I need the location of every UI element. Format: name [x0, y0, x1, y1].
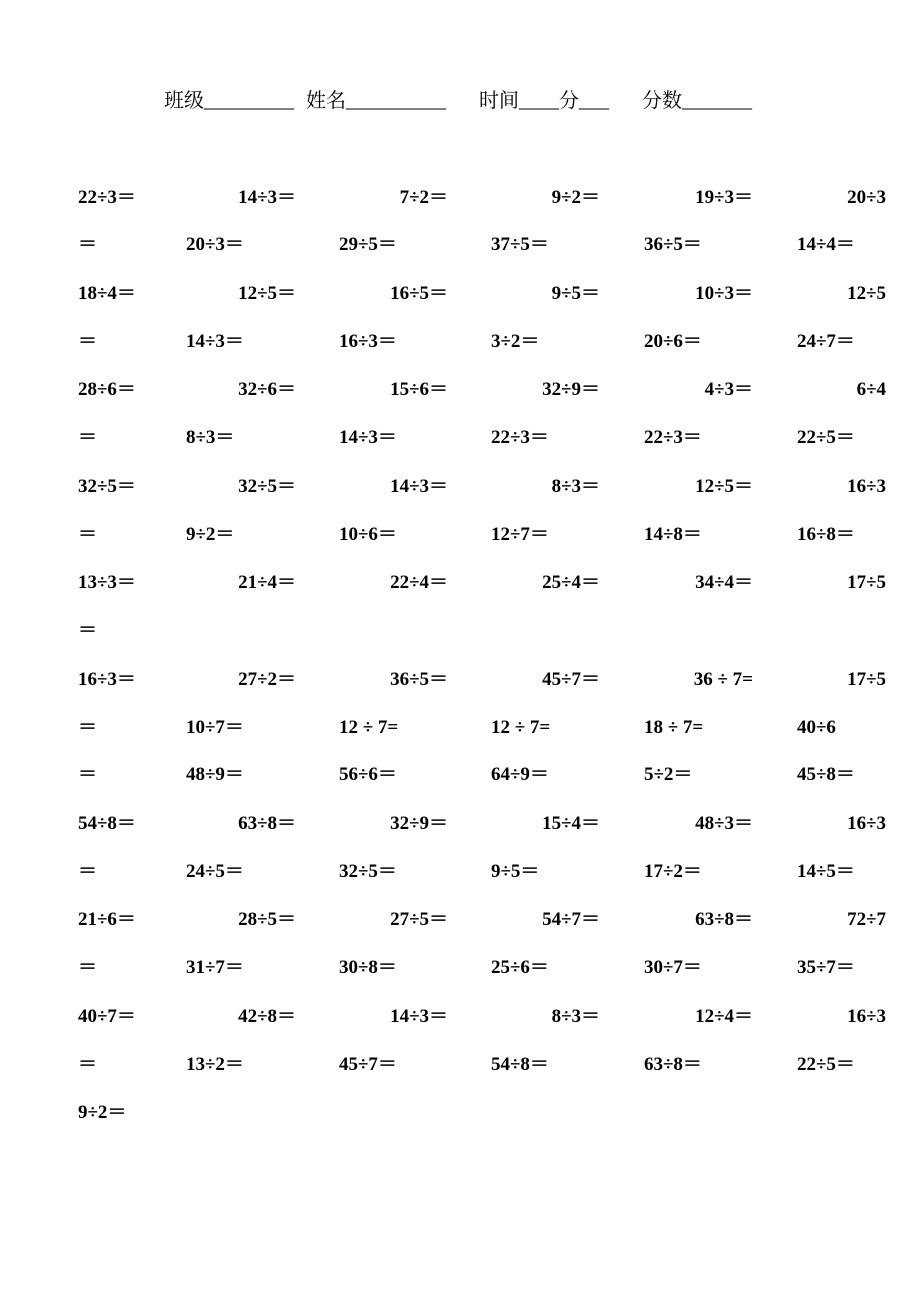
division-problem: 27÷5＝	[390, 909, 448, 930]
division-problem: ＝	[78, 234, 98, 255]
division-problem: ＝	[78, 861, 98, 882]
division-problem: 35÷7＝	[797, 957, 855, 978]
division-problem: 16÷3＝	[78, 669, 136, 690]
division-problem: 16÷3	[847, 476, 886, 497]
division-problem: 8÷3＝	[551, 476, 600, 497]
division-problem: ＝	[78, 331, 98, 352]
division-problem: 45÷8＝	[797, 764, 855, 785]
division-problem: 22÷5＝	[797, 1054, 855, 1075]
division-problem: 10÷6＝	[339, 524, 397, 545]
division-problem: 25÷4＝	[542, 572, 600, 593]
division-problem: 22÷3＝	[78, 187, 136, 208]
division-problem: 63÷8＝	[238, 813, 296, 834]
division-problem: 28÷6＝	[78, 379, 136, 400]
division-problem: 40÷7＝	[78, 1006, 136, 1027]
division-problem: 30÷7＝	[644, 957, 702, 978]
division-problem: 54÷8＝	[78, 813, 136, 834]
division-problem: 17÷2＝	[644, 861, 702, 882]
division-problem: 16÷3	[847, 1006, 886, 1027]
division-problem: 63÷8＝	[695, 909, 753, 930]
division-problem: 14÷5＝	[797, 861, 855, 882]
division-problem: 18÷4＝	[78, 283, 136, 304]
division-problem: 13÷3＝	[78, 572, 136, 593]
division-problem: 12÷7＝	[491, 524, 549, 545]
division-problem: 9÷2＝	[551, 187, 600, 208]
division-problem: 24÷7＝	[797, 331, 855, 352]
division-problem: 7÷2＝	[399, 187, 448, 208]
division-problem: 54÷8＝	[491, 1054, 549, 1075]
division-problem: 63÷8＝	[644, 1054, 702, 1075]
division-problem: ＝	[78, 764, 98, 785]
division-problem: 45÷7＝	[542, 669, 600, 690]
division-problem: 6÷4	[856, 379, 886, 400]
division-problem: 14÷8＝	[644, 524, 702, 545]
division-problem: 36÷5＝	[390, 669, 448, 690]
division-problem: 20÷3	[847, 187, 886, 208]
division-problem: ＝	[78, 524, 98, 545]
division-problem: 9÷2＝	[78, 1102, 127, 1123]
division-problem: 32÷5＝	[339, 861, 397, 882]
division-problem: 29÷5＝	[339, 234, 397, 255]
division-problem: 31÷7＝	[186, 957, 244, 978]
division-problem: 56÷6＝	[339, 764, 397, 785]
division-problem: 12÷5	[847, 283, 886, 304]
division-problem: 22÷5＝	[797, 427, 855, 448]
division-problem: 19÷3＝	[695, 187, 753, 208]
division-problem: 4÷3＝	[704, 379, 753, 400]
division-problem: 14÷3＝	[390, 476, 448, 497]
division-problem: 9÷5＝	[551, 283, 600, 304]
division-problem: 32÷5＝	[238, 476, 296, 497]
division-problem: 27÷2＝	[238, 669, 296, 690]
division-problem: 14÷4＝	[797, 234, 855, 255]
division-problem: 9÷2＝	[186, 524, 235, 545]
division-problem: 10÷3＝	[695, 283, 753, 304]
division-problem: 20÷3＝	[186, 234, 244, 255]
division-problem: 48÷9＝	[186, 764, 244, 785]
division-problem: 5÷2＝	[644, 764, 693, 785]
division-problem: ＝	[78, 427, 98, 448]
division-problem: 3÷2＝	[491, 331, 540, 352]
division-problem: 16÷8＝	[797, 524, 855, 545]
score-field-label: 分数_______	[642, 90, 752, 112]
division-problem: ＝	[78, 620, 98, 641]
division-problem: 18 ÷ 7=	[644, 717, 704, 738]
division-problem: 17÷5	[847, 572, 886, 593]
division-problem: 30÷8＝	[339, 957, 397, 978]
division-problem: 15÷4＝	[542, 813, 600, 834]
division-problem: 13÷2＝	[186, 1054, 244, 1075]
division-problem: 64÷9＝	[491, 764, 549, 785]
division-problem: 14÷3＝	[339, 427, 397, 448]
division-problem: 32÷9＝	[542, 379, 600, 400]
division-problem: 34÷4＝	[695, 572, 753, 593]
division-problem: 42÷8＝	[238, 1006, 296, 1027]
division-problem: 14÷3＝	[186, 331, 244, 352]
division-problem: 12÷5＝	[238, 283, 296, 304]
division-problem: 20÷6＝	[644, 331, 702, 352]
division-problem: 10÷7＝	[186, 717, 244, 738]
division-problem: 45÷7＝	[339, 1054, 397, 1075]
division-problem: 36 ÷ 7=	[693, 669, 753, 690]
division-problem: 32÷6＝	[238, 379, 296, 400]
division-problem: 12 ÷ 7=	[491, 717, 551, 738]
division-problem: 12÷4＝	[695, 1006, 753, 1027]
division-problem: 40÷6	[797, 717, 836, 738]
division-problem: 37÷5＝	[491, 234, 549, 255]
division-problem: 24÷5＝	[186, 861, 244, 882]
division-problem: 9÷5＝	[491, 861, 540, 882]
division-problem: 22÷3＝	[491, 427, 549, 448]
time-field-label: 时间____分___	[479, 90, 609, 112]
division-problem: 16÷3	[847, 813, 886, 834]
name-field-label: 姓名__________	[306, 90, 446, 112]
division-problem: 72÷7	[847, 909, 886, 930]
division-problem: 15÷6＝	[390, 379, 448, 400]
division-problem: 21÷6＝	[78, 909, 136, 930]
division-problem: 16÷3＝	[339, 331, 397, 352]
division-problem: 14÷3＝	[238, 187, 296, 208]
division-problem: 17÷5	[847, 669, 886, 690]
division-problem: 36÷5＝	[644, 234, 702, 255]
division-problem: 22÷3＝	[644, 427, 702, 448]
division-problem: 21÷4＝	[238, 572, 296, 593]
division-problem: 14÷3＝	[390, 1006, 448, 1027]
division-problem: 54÷7＝	[542, 909, 600, 930]
division-problem: ＝	[78, 1054, 98, 1075]
division-problem: 28÷5＝	[238, 909, 296, 930]
division-problem: ＝	[78, 957, 98, 978]
class-field-label: 班级_________	[164, 90, 294, 112]
division-problem: 25÷6＝	[491, 957, 549, 978]
division-problem: 16÷5＝	[390, 283, 448, 304]
division-problem: 32÷9＝	[390, 813, 448, 834]
division-problem: 8÷3＝	[186, 427, 235, 448]
division-problem: 8÷3＝	[551, 1006, 600, 1027]
division-problem: 22÷4＝	[390, 572, 448, 593]
division-problem: 48÷3＝	[695, 813, 753, 834]
division-problem: 32÷5＝	[78, 476, 136, 497]
division-problem: ＝	[78, 717, 98, 738]
division-problem: 12 ÷ 7=	[339, 717, 399, 738]
division-problem: 12÷5＝	[695, 476, 753, 497]
